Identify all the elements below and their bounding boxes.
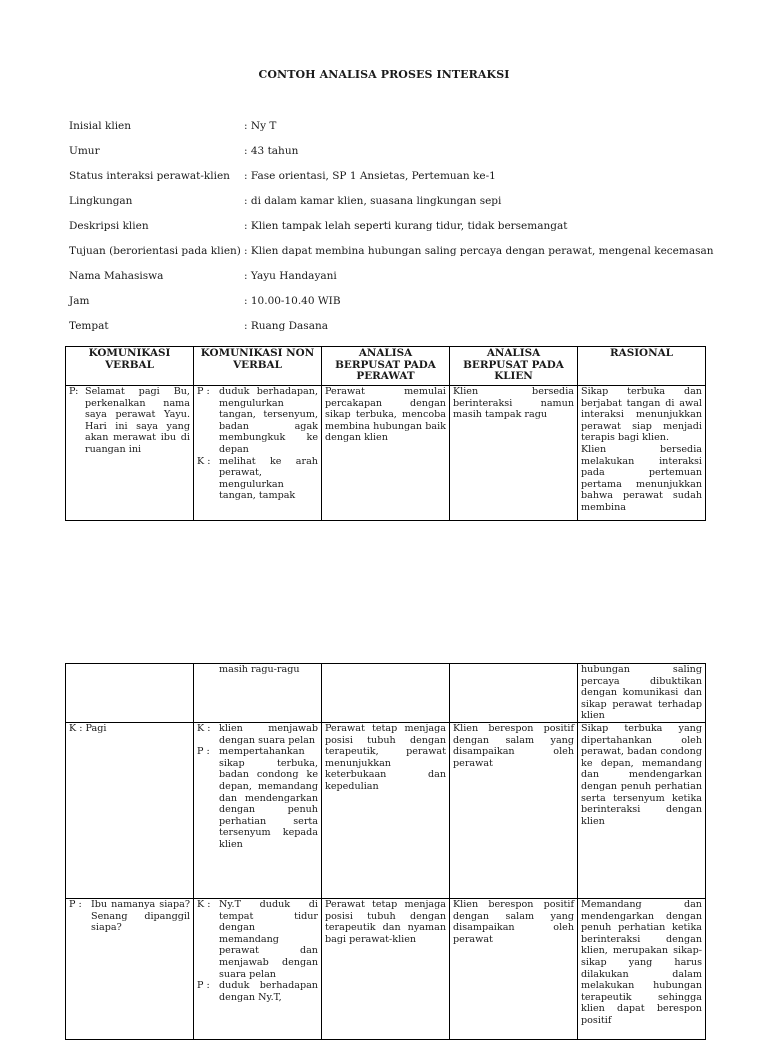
speaker-label: K : (197, 722, 211, 734)
cell-analisa-perawat: Perawat memulai percakapan dengan sikap terbuka, mencoba membina hubungan baik dengan klien (322, 386, 450, 521)
info-row-tempat (69, 320, 709, 336)
info-label: Inisial klien (69, 120, 132, 132)
info-row-inisial (69, 120, 709, 136)
cell-rasional: Sikap terbuka yang dipertahankan oleh perawat, badan condong ke depan, memandang dan mendengarkan dengan penuh perhatian serta tersenyum ketika berinteraksi dengan klien (578, 722, 706, 898)
info-value: : di dalam kamar klien, suasana lingkungan sepi (244, 195, 502, 207)
info-value: : Klien tampak lelah seperti kurang tidur, tidak bersemangat (244, 220, 568, 232)
info-value: : Ny T (244, 120, 277, 132)
info-label: Deskripsi klien (69, 220, 149, 232)
verbal-text: Ibu namanya siapa? Senang dipanggil siapa? (91, 898, 190, 934)
cell-analisa-perawat: Perawat tetap menjaga posisi tubuh dengan terapeutik dan nyaman bagi perawat-klien (322, 898, 450, 1039)
interaction-table-1 (65, 346, 706, 521)
cell-verbal (66, 664, 194, 723)
info-label: Status interaksi perawat-klien (69, 170, 230, 182)
cell-analisa-klien (450, 664, 578, 723)
header-komunikasi-verbal: KOMUNIKASI VERBAL (66, 347, 194, 386)
info-value: : 43 tahun (244, 145, 299, 157)
info-row-tujuan (69, 245, 714, 261)
cell-rasional (578, 898, 706, 1039)
info-label: Nama Mahasiswa (69, 270, 164, 282)
cell-analisa-perawat: Perawat tetap menjaga posisi tubuh dengan terapeutik, perawat menunjukkan keterbukaan dan kepedulian (322, 722, 450, 898)
speaker-label: P : (197, 746, 210, 758)
info-label: Tujuan (berorientasi pada klien) (69, 245, 241, 257)
header-analisa-klien: ANALISA BERPUSAT PADA KLIEN (450, 347, 578, 386)
speaker-label: P : (69, 898, 82, 910)
nonverbal-text: duduk berhadapan, mengulurkan tangan, tersenyum, badan agak membungkuk ke depan (219, 386, 318, 455)
info-label: Umur (69, 145, 100, 157)
rasional-text: Klien bersedia melakukan interaksi pada pertemuan pertama menunjukkan bahwa perawat sudah membina (581, 443, 702, 513)
cell-analisa-klien: Klien bersedia berinteraksi namun masih tampak ragu (450, 386, 578, 521)
table-header-row (66, 347, 706, 386)
speaker-label: P : (197, 386, 210, 397)
speaker-label: K : (197, 455, 211, 467)
nonverbal-text: duduk berhadapan dengan Ny.T, (219, 980, 318, 1003)
info-value: : Ruang Dasana (244, 320, 328, 332)
nonverbal-text: melihat ke arah perawat, mengulurkan tangan, tampak (219, 455, 318, 502)
cell-analisa-klien: Klien berespon positif dengan salam yang disampaikan oleh perawat (450, 898, 578, 1039)
cell-nonverbal (194, 898, 322, 1039)
info-label: Lingkungan (69, 195, 133, 207)
info-value: : 10.00-10.40 WIB (244, 295, 341, 307)
table-row (66, 386, 706, 521)
cell-nonverbal (194, 664, 322, 723)
info-value: : Klien dapat membina hubungan saling percaya dengan perawat, mengenal kecemasan (244, 245, 714, 257)
document-title: CONTOH ANALISA PROSES INTERAKSI (258, 68, 510, 81)
speaker-label: P : (197, 980, 210, 992)
table-row (66, 898, 706, 1039)
header-analisa-perawat: ANALISA BERPUSAT PADA PERAWAT (322, 347, 450, 386)
cell-analisa-perawat (322, 664, 450, 723)
info-row-lingkungan (69, 195, 709, 211)
cell-rasional (578, 386, 706, 521)
rasional-text: Memandang dan mendengarkan dengan penuh perhatian ketika berinteraksi dengan klien, merupakan sikap-sikap yang harus dilakukan dalam melakukan hubungan terapeutik sehingga klien dapat berespon positif (581, 898, 702, 1026)
info-row-mahasiswa (69, 270, 709, 286)
cell-verbal (66, 386, 194, 521)
rasional-text: Sikap terbuka dan berjabat tangan di awal interaksi menunjukkan perawat siap menjadi terapis bagi klien. (581, 386, 702, 444)
info-row-jam (69, 295, 709, 311)
info-row-deskripsi (69, 220, 709, 236)
table-row (66, 664, 706, 723)
info-row-status (69, 170, 709, 186)
cell-nonverbal (194, 386, 322, 521)
nonverbal-text: klien menjawab dengan suara pelan (219, 722, 318, 746)
nonverbal-text: Ny.T duduk di tempat tidur dengan memandang perawat dan menjawab dengan suara pelan (219, 898, 318, 980)
info-value: : Fase orientasi, SP 1 Ansietas, Pertemuan ke-1 (244, 170, 496, 182)
cell-nonverbal (194, 722, 322, 898)
header-komunikasi-non-verbal: KOMUNIKASI NON VERBAL (194, 347, 322, 386)
interaction-table-2 (65, 663, 706, 1040)
cell-verbal: K : Pagi (66, 722, 194, 898)
header-rasional: RASIONAL (578, 347, 706, 386)
nonverbal-text: masih ragu-ragu (219, 664, 300, 675)
info-value: : Yayu Handayani (244, 270, 337, 282)
verbal-text: Selamat pagi Bu, perkenalkan nama saya perawat Yayu. Hari ini saya yang akan merawat ibu di ruangan ini (85, 386, 190, 455)
speaker-label: K : (197, 898, 211, 910)
cell-verbal (66, 898, 194, 1039)
nonverbal-text: mempertahankan sikap terbuka, badan condong ke depan, memandang dan mendengarkan dengan penuh perhatian serta tersenyum kepada klien (219, 746, 318, 850)
cell-rasional: hubungan saling percaya dibuktikan dengan komunikasi dan sikap perawat terhadap klien (578, 664, 706, 723)
info-row-umur (69, 145, 709, 161)
cell-analisa-klien: Klien berespon positif dengan salam yang disampaikan oleh perawat (450, 722, 578, 898)
info-label: Jam (69, 295, 90, 307)
table-row (66, 722, 706, 898)
speaker-label: P: (69, 386, 79, 397)
info-label: Tempat (69, 320, 109, 332)
